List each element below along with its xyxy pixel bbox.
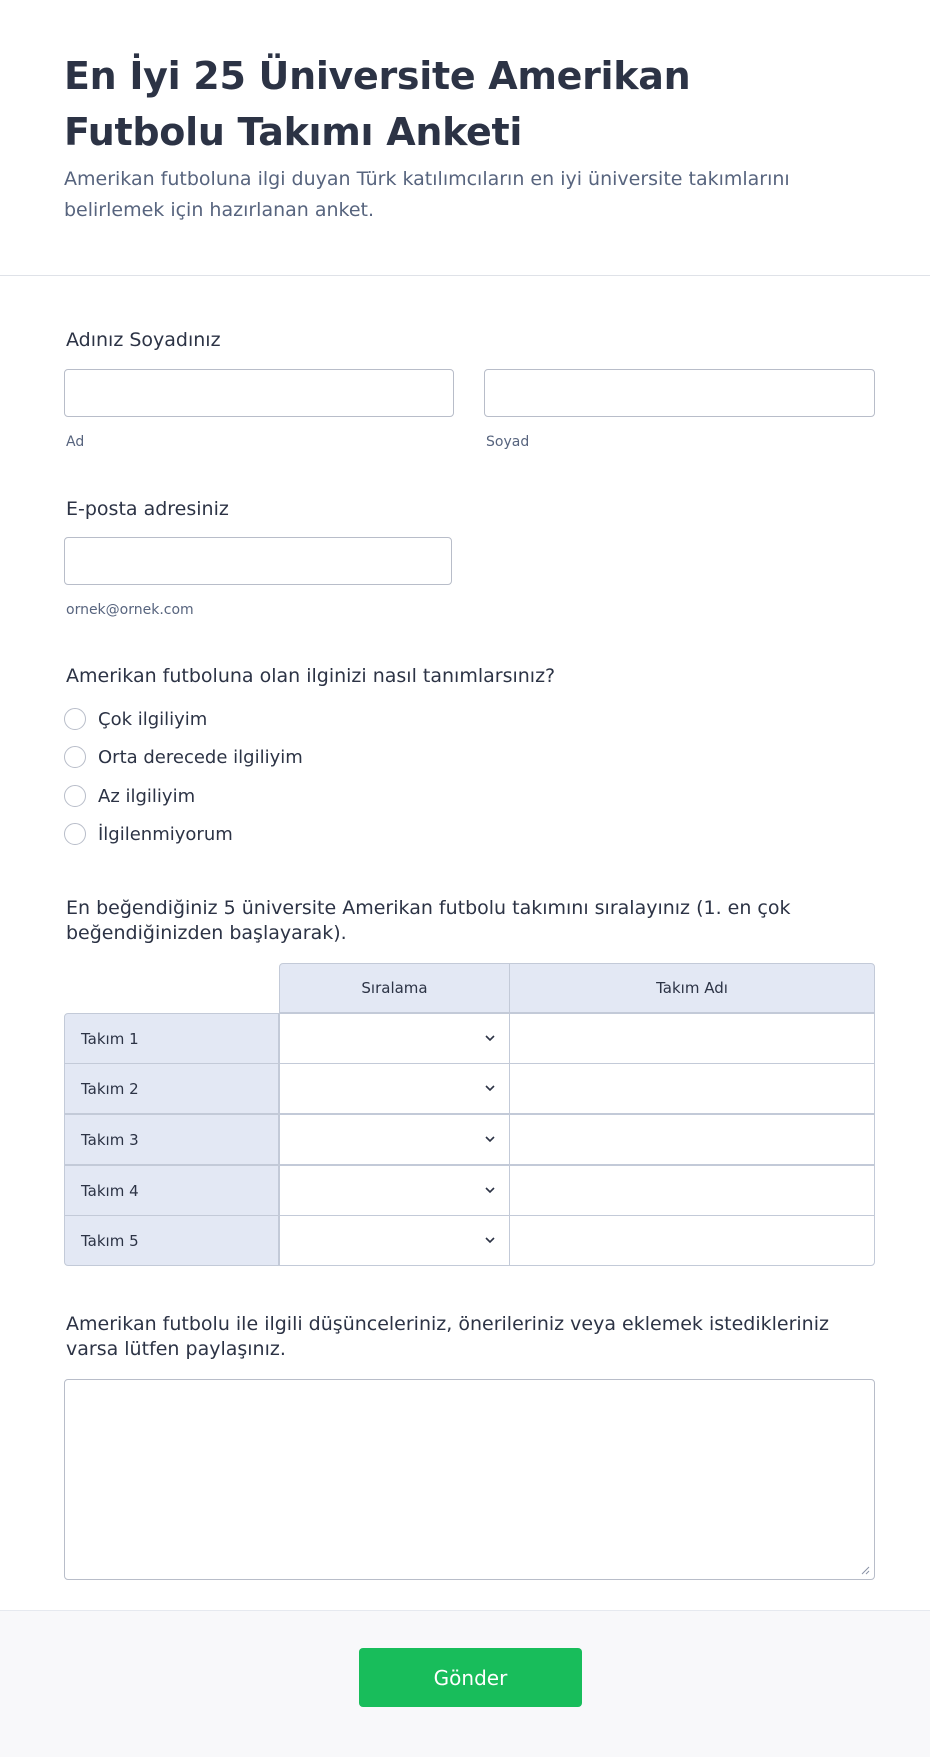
ranking-matrix bbox=[64, 963, 875, 1266]
email-label: E-posta adresiniz bbox=[66, 498, 229, 520]
interest-option-label: Az ilgiliyim bbox=[98, 785, 196, 807]
ranking-label: En beğendiğiniz 5 üniversite Amerikan futbolu takımını sıralayınız (1. en çok beğendiğinizden başlayarak). bbox=[66, 897, 791, 944]
row-label: Takım 4 bbox=[64, 1165, 279, 1216]
chevron-down-icon bbox=[483, 1183, 497, 1197]
row-label: Takım 1 bbox=[64, 1013, 279, 1064]
submit-button[interactable]: Gönder bbox=[359, 1648, 582, 1707]
team-name-input[interactable] bbox=[509, 1013, 875, 1064]
column-header-rank: Sıralama bbox=[279, 963, 510, 1013]
interest-option-label: Çok ilgiliyim bbox=[98, 708, 208, 730]
resize-handle-icon[interactable] bbox=[860, 1565, 870, 1575]
interest-option-label: Orta derecede ilgiliyim bbox=[98, 746, 303, 768]
rank-dropdown[interactable] bbox=[279, 1063, 510, 1114]
team-name-input[interactable] bbox=[509, 1114, 875, 1165]
team-name-input[interactable] bbox=[509, 1165, 875, 1216]
comments-label: Amerikan futbolu ile ilgili düşünceleriniz, önerileriniz veya eklemek istedikleriniz varsa lütfen paylaşınız. bbox=[66, 1313, 829, 1360]
interest-option[interactable] bbox=[64, 783, 195, 809]
radio-button[interactable] bbox=[64, 708, 86, 730]
rank-dropdown[interactable] bbox=[279, 1165, 510, 1216]
interest-option[interactable] bbox=[64, 706, 207, 732]
chevron-down-icon bbox=[483, 1233, 497, 1247]
comments-textarea[interactable] bbox=[64, 1379, 875, 1580]
radio-button[interactable] bbox=[64, 823, 86, 845]
interest-option[interactable] bbox=[64, 744, 303, 770]
rank-dropdown[interactable] bbox=[279, 1013, 510, 1064]
page-subtitle: Amerikan futboluna ilgi duyan Türk katılımcıların en iyi üniversite takımlarını belirlemek için hazırlanan anket. bbox=[64, 168, 790, 221]
email-sublabel: ornek@ornek.com bbox=[66, 602, 194, 618]
chevron-down-icon bbox=[483, 1081, 497, 1095]
row-label: Takım 5 bbox=[64, 1215, 279, 1266]
last-name-sublabel: Soyad bbox=[486, 434, 530, 450]
row-label: Takım 3 bbox=[64, 1114, 279, 1165]
name-label: Adınız Soyadınız bbox=[66, 329, 221, 351]
chevron-down-icon bbox=[483, 1132, 497, 1146]
rank-dropdown[interactable] bbox=[279, 1114, 510, 1165]
radio-button[interactable] bbox=[64, 746, 86, 768]
interest-label: Amerikan futboluna olan ilginizi nasıl tanımlarsınız? bbox=[66, 665, 556, 687]
team-name-input[interactable] bbox=[509, 1063, 875, 1114]
first-name-input[interactable] bbox=[64, 369, 454, 417]
interest-option[interactable] bbox=[64, 821, 233, 847]
email-input[interactable] bbox=[64, 537, 452, 585]
chevron-down-icon bbox=[483, 1031, 497, 1045]
page-title: En İyi 25 Üniversite Amerikan Futbolu Takımı Anketi bbox=[64, 54, 691, 154]
first-name-sublabel: Ad bbox=[66, 434, 85, 450]
column-header-team: Takım Adı bbox=[509, 963, 875, 1013]
radio-button[interactable] bbox=[64, 785, 86, 807]
team-name-input[interactable] bbox=[509, 1215, 875, 1266]
last-name-input[interactable] bbox=[484, 369, 875, 417]
rank-dropdown[interactable] bbox=[279, 1215, 510, 1266]
interest-option-label: İlgilenmiyorum bbox=[98, 823, 233, 845]
row-label: Takım 2 bbox=[64, 1063, 279, 1114]
form-header bbox=[0, 0, 930, 276]
